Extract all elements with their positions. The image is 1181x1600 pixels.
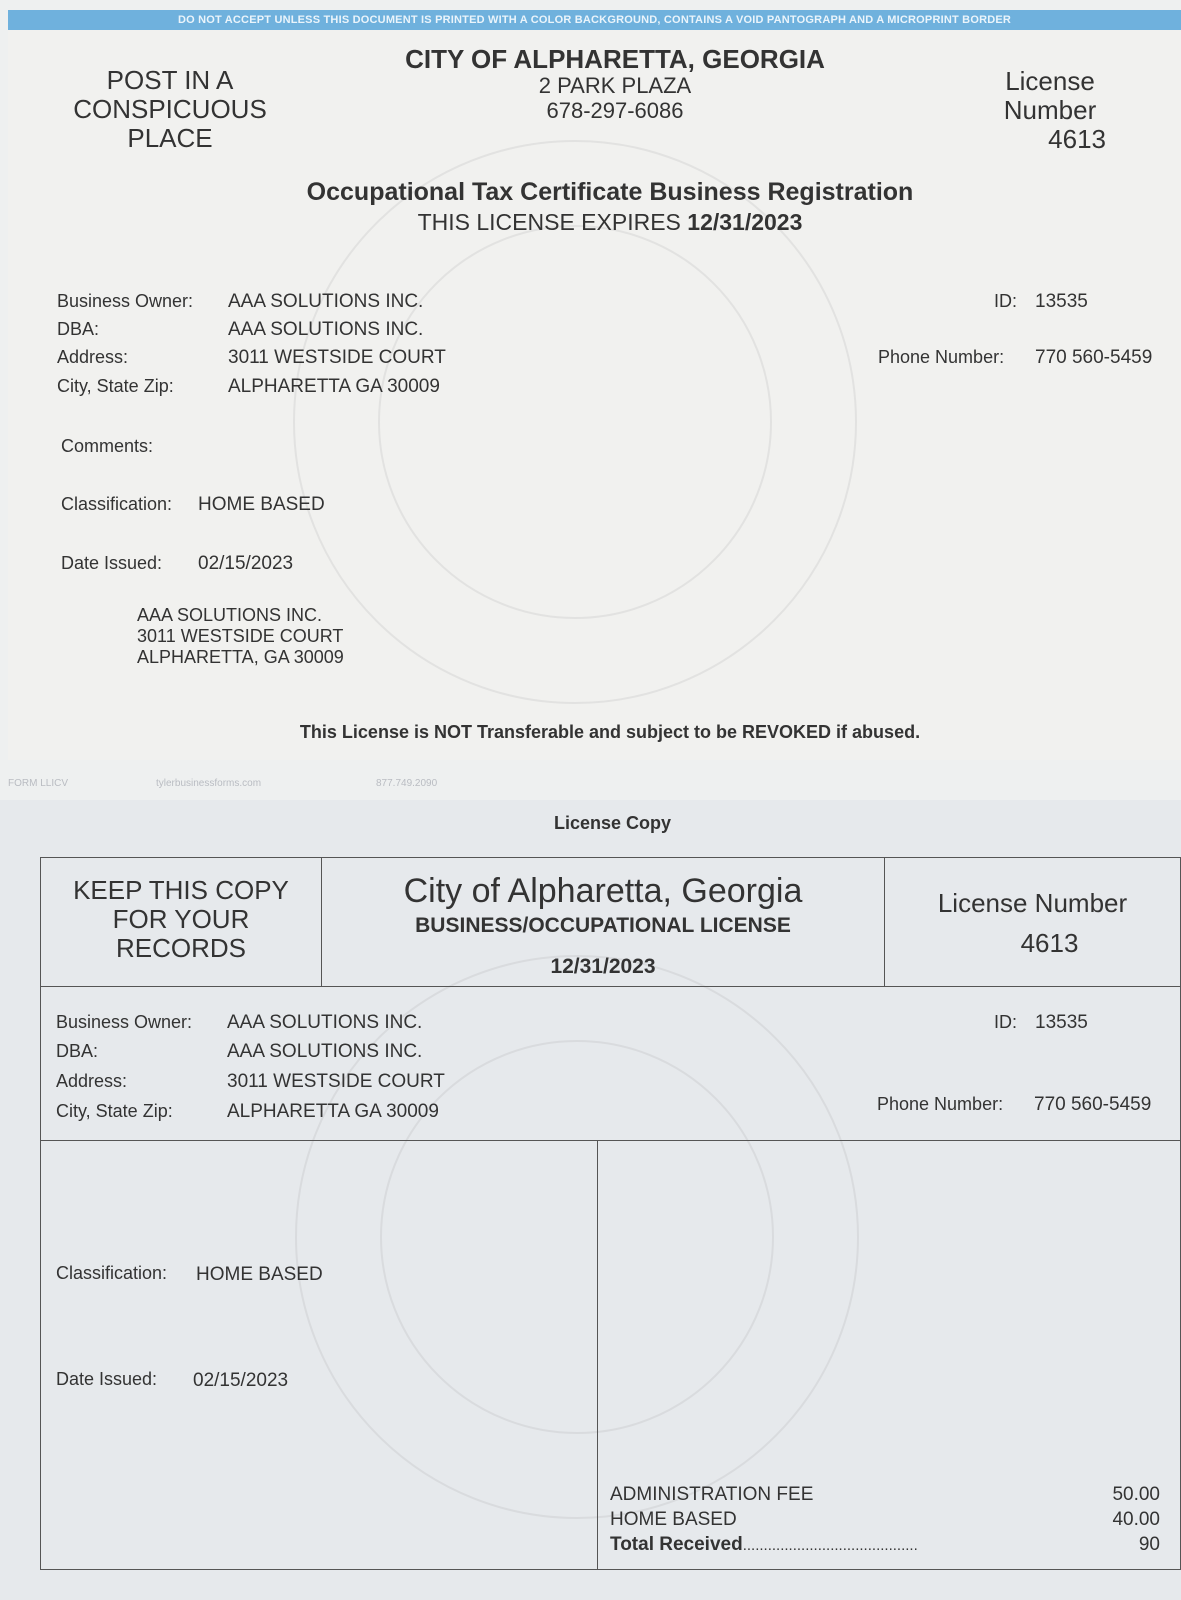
fee-amount: 40.00 bbox=[1112, 1509, 1160, 1530]
copy-license-box bbox=[884, 857, 1181, 987]
copy-id-value: 13535 bbox=[1035, 1012, 1088, 1033]
copy-address-value: 3011 WESTSIDE COURT bbox=[227, 1071, 445, 1092]
copy-title-box bbox=[321, 857, 885, 987]
classification-value: HOME BASED bbox=[198, 494, 325, 515]
copy-date-issued-label: Date Issued: bbox=[56, 1369, 158, 1389]
copy-details-box bbox=[40, 1140, 598, 1570]
address-label: Address: bbox=[57, 347, 129, 367]
post-notice: POST IN A CONSPICUOUS PLACE bbox=[73, 65, 267, 153]
date-issued-value: 02/15/2023 bbox=[198, 553, 294, 574]
fee-label: ADMINISTRATION FEE bbox=[610, 1484, 814, 1505]
keep-copy-box: KEEP THIS COPY FOR YOUR RECORDS bbox=[40, 857, 322, 987]
copy-phone-label: Phone Number: bbox=[877, 1094, 1004, 1114]
copy-date-issued-value: 02/15/2023 bbox=[193, 1370, 289, 1391]
copy-classification-value: HOME BASED bbox=[196, 1264, 323, 1285]
mailing-address: AAA SOLUTIONS INC. 3011 WESTSIDE COURT ALPHARETTA, GA 30009 bbox=[137, 605, 344, 667]
copy-dba-value: AAA SOLUTIONS INC. bbox=[227, 1041, 423, 1062]
form-code: FORM LLICV bbox=[8, 778, 69, 789]
id-value: 13535 bbox=[1035, 291, 1088, 312]
form-vendor-phone: 877.749.2090 bbox=[376, 778, 438, 789]
copy-address-label: Address: bbox=[56, 1071, 128, 1091]
copy-classification-label: Classification: bbox=[56, 1263, 168, 1283]
transfer-notice: This License is NOT Transferable and subject to be REVOKED if abused. bbox=[299, 722, 921, 742]
fee-label: HOME BASED bbox=[610, 1509, 737, 1530]
phone-label: Phone Number: bbox=[878, 347, 1005, 367]
classification-label: Classification: bbox=[61, 494, 173, 514]
copy-owner-label: Business Owner: bbox=[56, 1012, 193, 1032]
copy-expiration-date: 12/31/2023 bbox=[550, 955, 656, 978]
security-banner: DO NOT ACCEPT UNLESS THIS DOCUMENT IS PRINTED WITH A COLOR BACKGROUND, CONTAINS A VOID PANTOGRAPH AND A MICROPRINT BORDER bbox=[8, 10, 1181, 30]
address-value: 3011 WESTSIDE COURT bbox=[228, 347, 446, 368]
comments-label: Comments: bbox=[61, 436, 154, 456]
fee-amount: 50.00 bbox=[1112, 1484, 1160, 1505]
form-vendor-site: tylerbusinessforms.com bbox=[156, 778, 262, 789]
expiration-date: 12/31/2023 bbox=[687, 209, 803, 235]
copy-owner-value: AAA SOLUTIONS INC. bbox=[227, 1012, 423, 1033]
owner-value: AAA SOLUTIONS INC. bbox=[228, 291, 424, 312]
id-label: ID: bbox=[994, 291, 1018, 311]
copy-subtitle: BUSINESS/OCCUPATIONAL LICENSE bbox=[415, 914, 791, 937]
city-address: 2 PARK PLAZA 678-297-6086 bbox=[538, 73, 692, 123]
copy-info-box bbox=[40, 986, 1181, 1141]
copy-city-label: City, State Zip: bbox=[56, 1101, 173, 1121]
license-number-block: License Number 4613 bbox=[980, 67, 1120, 154]
dba-label: DBA: bbox=[57, 319, 100, 339]
city-label: City, State Zip: bbox=[57, 376, 174, 396]
copy-dba-label: DBA: bbox=[56, 1041, 99, 1061]
copy-license-label: License Number bbox=[937, 888, 1128, 918]
expiration: THIS LICENSE EXPIRES 12/31/2023 bbox=[417, 209, 803, 235]
dba-value: AAA SOLUTIONS INC. bbox=[228, 319, 424, 340]
total-received-label: Total Received.......................................... bbox=[610, 1534, 918, 1555]
copy-phone-value: 770 560-5459 bbox=[1034, 1094, 1152, 1115]
copy-city-name: City of Alpharetta, Georgia bbox=[403, 872, 803, 910]
phone-value: 770 560-5459 bbox=[1035, 347, 1153, 368]
city-name: CITY OF ALPHARETTA, GEORGIA bbox=[405, 44, 825, 74]
city-value: ALPHARETTA GA 30009 bbox=[228, 376, 440, 397]
city-seal-inner-ring bbox=[378, 225, 772, 619]
copy-license-number: 4613 bbox=[1020, 928, 1079, 958]
license-copy-heading: License Copy bbox=[553, 813, 672, 833]
total-received-amount: 90 bbox=[1138, 1534, 1160, 1555]
copy-id-label: ID: bbox=[994, 1012, 1018, 1032]
date-issued-label: Date Issued: bbox=[61, 553, 163, 573]
certificate-title: Occupational Tax Certificate Business Registration bbox=[306, 178, 914, 206]
owner-label: Business Owner: bbox=[57, 291, 194, 311]
copy-city-value: ALPHARETTA GA 30009 bbox=[227, 1101, 439, 1122]
license-number: 4613 bbox=[1048, 124, 1106, 154]
